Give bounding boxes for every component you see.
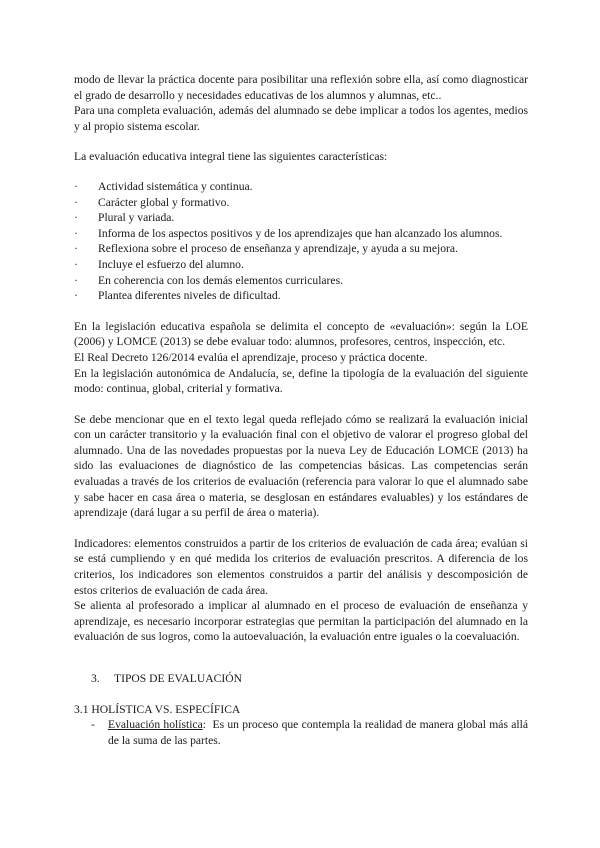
- paragraph-legislation-spain: En la legislación educativa española se delimita el concepto de «evaluación»: según la LOE (2006) y LOMCE (2013) se debe evaluar todo: alumnos, profesores, centros, inspección, etc.: [74, 319, 528, 349]
- list-item: · Informa de los aspectos positivos y de los aprendizajes que han alcanzado los alumnos.: [74, 226, 503, 240]
- document-page: [74, 72, 531, 748]
- bullet-icon: ·: [74, 257, 78, 271]
- paragraph-intro: modo de llevar la práctica docente para posibilitar una reflexión sobre ella, así como diagnosticar el grado de desarrollo y necesidades educativas de los alumnos y alumnas, etc..: [74, 73, 528, 102]
- list-item: · Carácter global y formativo.: [74, 195, 230, 209]
- paragraph-indicators: Indicadores: elementos construidos a partir de los criterios de evaluación de cada área; evalúan si se está cumpliendo y en qué medida los criterios de evaluación prescritos. A diferencia de los criterios, los indicadores son elementos construidos a partir del análisis y descomposición de estos criterios de evaluación de cada área.: [74, 536, 528, 597]
- bullet-icon: ·: [74, 179, 78, 193]
- subsection-heading: 3.1 HOLÍSTICA VS. ESPECÍFICA: [74, 702, 241, 716]
- definition-text: Es un proceso que contempla la realidad de manera global más allá de la suma de las partes.: [108, 718, 531, 747]
- characteristics-list: [74, 179, 528, 304]
- paragraph-complete-evaluation: Para una completa evaluación, además del alumnado se debe implicar a todos los agentes, medios y al propio sistema escolar.: [74, 104, 528, 133]
- definition-separator: :: [202, 718, 206, 732]
- bullet-icon: ·: [74, 226, 78, 240]
- definition-holistic: [74, 717, 531, 748]
- paragraph-characteristics-intro: La evaluación educativa integral tiene las siguientes características:: [74, 150, 388, 164]
- bullet-icon: ·: [74, 195, 78, 209]
- list-item: · Plural y variada.: [74, 211, 175, 225]
- list-item: · Plantea diferentes niveles de dificultad.: [74, 289, 281, 303]
- paragraph-student-involvement: Se alienta al profesorado a implicar al alumnado en el proceso de evaluación de enseñanza y aprendizaje, es necesario incorporar estrategias que permitan la participación del alumnado en la evaluación de sus logros, como la autoevaluación, la evaluación entre iguales o la coevaluación.: [74, 599, 528, 644]
- list-item: · Reflexiona sobre el proceso de enseñanza y aprendizaje, y ayuda a su mejora.: [74, 242, 458, 256]
- definition-term: Evaluación holística: [108, 718, 203, 732]
- paragraph-legal-text: Se debe mencionar que en el texto legal queda reflejado cómo se realizará la evaluación inicial con un carácter transitorio y la evaluación final con el objetivo de valorar el progreso global del alumnado. Una de las novedades propuestas por la nueva Ley de Educación LOMCE (2013) ha sido las evaluaciones de diagnóstico de las competencias básicas. Las competencias serán evaluadas a través de los criterios de evaluación (referencia para valorar lo que el alumnado sabe y sabe hacer en casa área o materia, se desglosan en estándares evaluables) y los estándares de aprendizaje (dará lugar a su perfil de área o materia).: [74, 412, 528, 520]
- list-item: · Incluye el esfuerzo del alumno.: [74, 257, 244, 271]
- list-item: · Actividad sistemática y continua.: [74, 179, 253, 193]
- bullet-icon: ·: [74, 211, 78, 225]
- bullet-icon: ·: [74, 273, 78, 287]
- section-number: 3.: [91, 672, 100, 685]
- paragraph-andalucia: En la legislación autonómica de Andalucía, se, define la tipología de la evaluación del siguiente modo: continua, global, criterial y formativa.: [74, 366, 528, 396]
- dash-icon: -: [91, 718, 95, 732]
- bullet-icon: ·: [74, 289, 78, 303]
- paragraph-real-decreto: El Real Decreto 126/2014 evalúa el aprendizaje, proceso y práctica docente.: [74, 350, 428, 364]
- list-item: · En coherencia con los demás elementos curriculares.: [74, 273, 343, 287]
- bullet-icon: ·: [74, 242, 78, 256]
- section-title: TIPOS DE EVALUACIÓN: [114, 672, 242, 685]
- section-heading: [74, 671, 528, 687]
